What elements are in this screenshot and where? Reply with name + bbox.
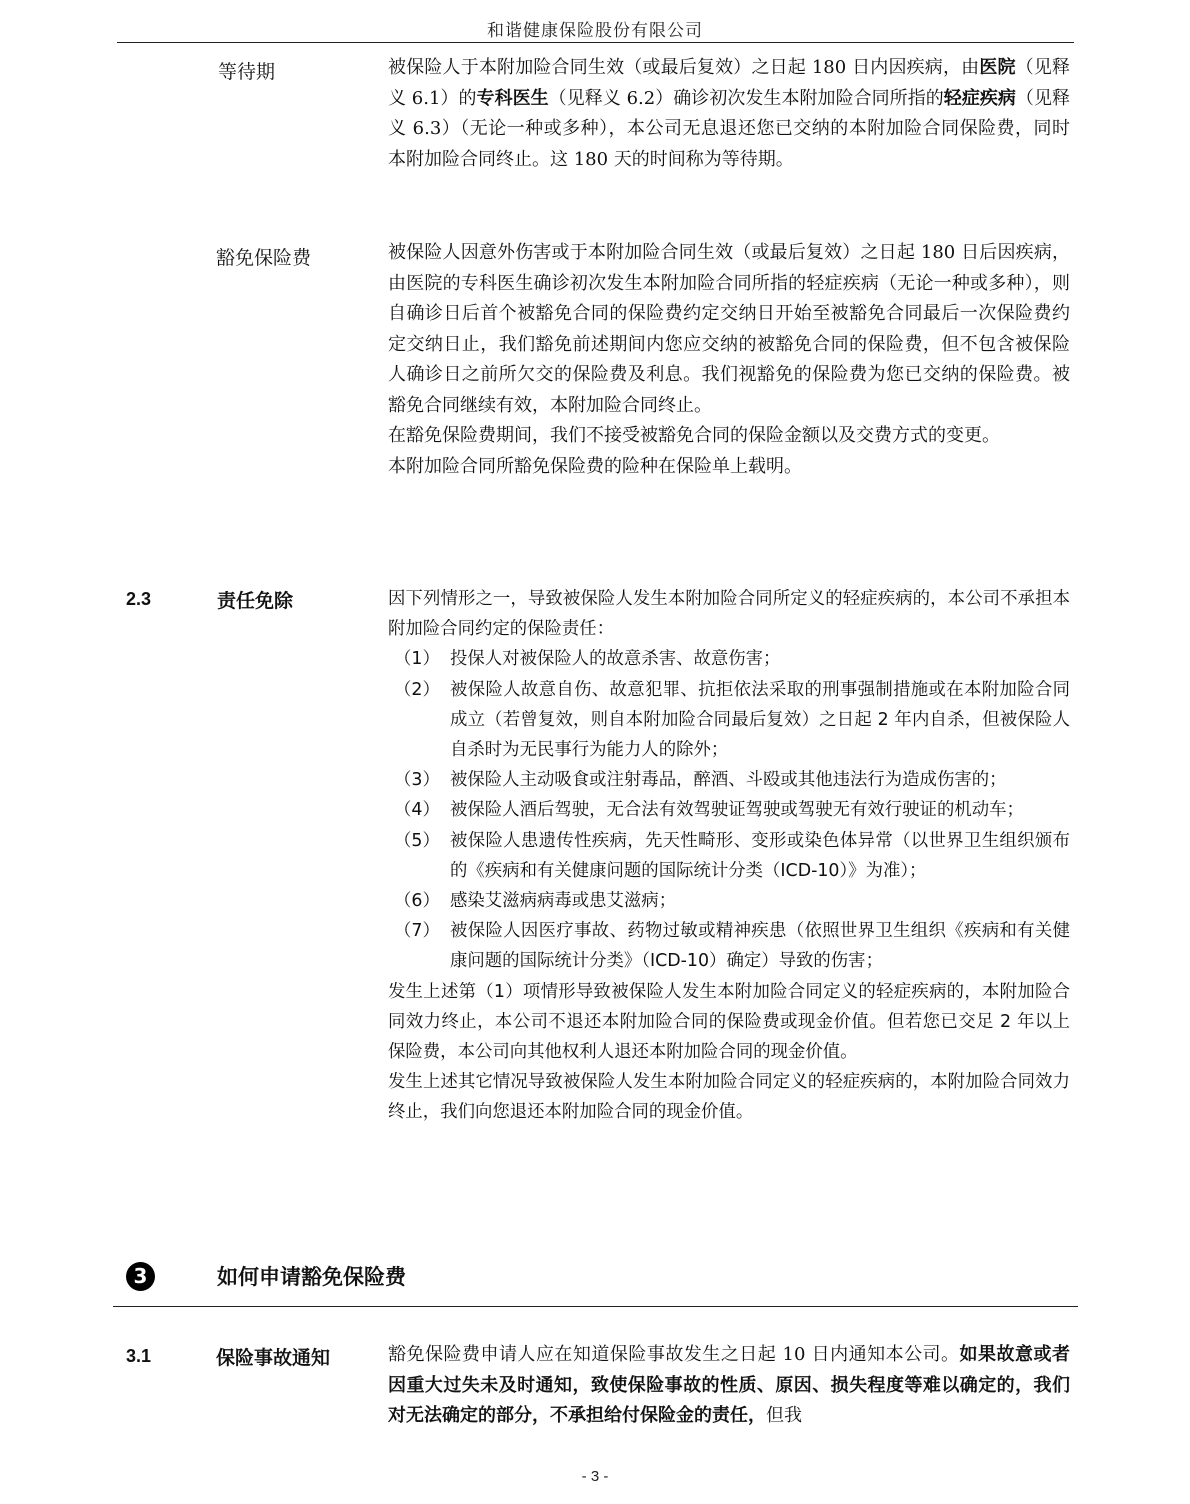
waiting-period-label: 等待期 (218, 61, 276, 83)
item-number: （2） (394, 679, 440, 700)
section-title: 如何申请豁免保险费 (217, 1264, 406, 1289)
item-number: （6） (394, 891, 440, 912)
item-text: 被保险人因医疗事故、药物过敏或精神疾患（依照世界卫生组织《疾病和有关健康问题的国际统计分类》（ICD-10）确定）导致的伤害； (450, 921, 1070, 972)
list-item (388, 765, 1070, 795)
notice-paragraph: 豁免保险费申请人应在知道保险事故发生之日起 10 日内通知本公司。如果故意或者因重大过失未及时通知，致使保险事故的性质、原因、损失程度等难以确定的，我们对无法确定的部分，不承担给付保险金的责任，但我 (388, 1344, 1070, 1426)
waiting-period-paragraph: 被保险人于本附加险合同生效（或最后复效）之日起 180 日内因疾病，由医院（见释义 6.1）的专科医生（见释义 6.2）确诊初次发生本附加险合同所指的轻症疾病（见释义 6.3）（无论一种或多种），本公司无息退还您已交纳的本附加险合同保险费，同时本附加险合同终止。这 180 天的时间称为等待期。 (388, 57, 1071, 170)
waiting-period-body (388, 53, 1070, 175)
waiver-paragraph: 被保险人因意外伤害或于本附加险合同生效（或最后复效）之日起 180 日后因疾病，由医院的专科医生确诊初次发生本附加险合同所指的轻症疾病（无论一种或多种），则自确诊日后首个被豁免合同的保险费约定交纳日开始至被豁免合同最后一次保险费约定交纳日止，我们豁免前述期间内您应交纳的被豁免合同的保险费，但不包含被保险人确诊日之前所欠交的保险费及利息。我们视豁免的保险费为您已交纳的保险费。被豁免合同继续有效，本附加险合同终止。 (388, 242, 1070, 416)
exclusion-number: 2.3 (126, 589, 152, 609)
exclusion-list (388, 644, 1070, 976)
list-item (388, 916, 1070, 976)
exclusion-title: 责任免除 (217, 590, 294, 612)
waiver-paragraph: 在豁免保险费期间，我们不接受被豁免合同的保险金额以及交费方式的变更。 (388, 425, 1000, 446)
waiver-body (388, 238, 1070, 482)
exclusion-after-paragraph: 发生上述其它情况导致被保险人发生本附加险合同定义的轻症疾病的，本附加险合同效力终止，我们向您退还本附加险合同的现金价值。 (388, 1072, 1070, 1123)
item-number: （7） (394, 921, 440, 942)
exclusion-body (388, 584, 1070, 1128)
waiver-paragraph: 本附加险合同所豁免保险费的险种在保险单上载明。 (388, 455, 802, 477)
list-item (388, 675, 1070, 766)
list-item (388, 795, 1070, 825)
notice-title: 保险事故通知 (216, 1347, 331, 1369)
item-number: （1） (394, 649, 440, 670)
list-item (388, 644, 1070, 674)
page-number: - 3 - (581, 1468, 609, 1485)
item-text: 被保险人患遗传性疾病，先天性畸形、变形或染色体异常（以世界卫生组织颁布的《疾病和有关健康问题的国际统计分类（ICD-10）》为准）； (450, 830, 1070, 881)
waiver-label: 豁免保险费 (216, 247, 312, 269)
section-rule (113, 1306, 1078, 1307)
item-text: 被保险人酒后驾驶，无合法有效驾驶证驾驶或驾驶无有效行驶证的机动车； (450, 800, 1024, 821)
item-number: （3） (394, 770, 440, 791)
page-header: 和谐健康保险股份有限公司 (487, 21, 703, 41)
item-number: （5） (394, 830, 440, 851)
item-text: 感染艾滋病病毒或患艾滋病； (450, 891, 677, 912)
notice-body (388, 1340, 1070, 1432)
item-number: （4） (394, 800, 440, 821)
header-rule (117, 42, 1074, 43)
list-item (388, 886, 1070, 916)
item-text: 投保人对被保险人的故意杀害、故意伤害； (450, 649, 781, 670)
exclusion-intro: 因下列情形之一，导致被保险人发生本附加险合同所定义的轻症疾病的，本公司不承担本附加险合同约定的保险责任： (388, 589, 1070, 640)
item-text: 被保险人故意自伤、故意犯罪、抗拒依法采取的刑事强制措施或在本附加险合同成立（若曾复效，则自本附加险合同最后复效）之日起 2 年内自杀，但被保险人自杀时为无民事行为能力人的除外； (450, 679, 1070, 761)
list-item (388, 826, 1070, 886)
section-number-badge: 3 (126, 1262, 155, 1291)
item-text: 被保险人主动吸食或注射毒品，醉酒、斗殴或其他违法行为造成伤害的； (450, 770, 1007, 791)
notice-number: 3.1 (126, 1346, 152, 1366)
exclusion-after-paragraph: 发生上述第（1）项情形导致被保险人发生本附加险合同定义的轻症疾病的，本附加险合同效力终止，本公司不退还本附加险合同的保险费或现金价值。但若您已交足 2 年以上保险费，本公司向其他权利人退还本附加险合同的现金价值。 (388, 981, 1070, 1063)
